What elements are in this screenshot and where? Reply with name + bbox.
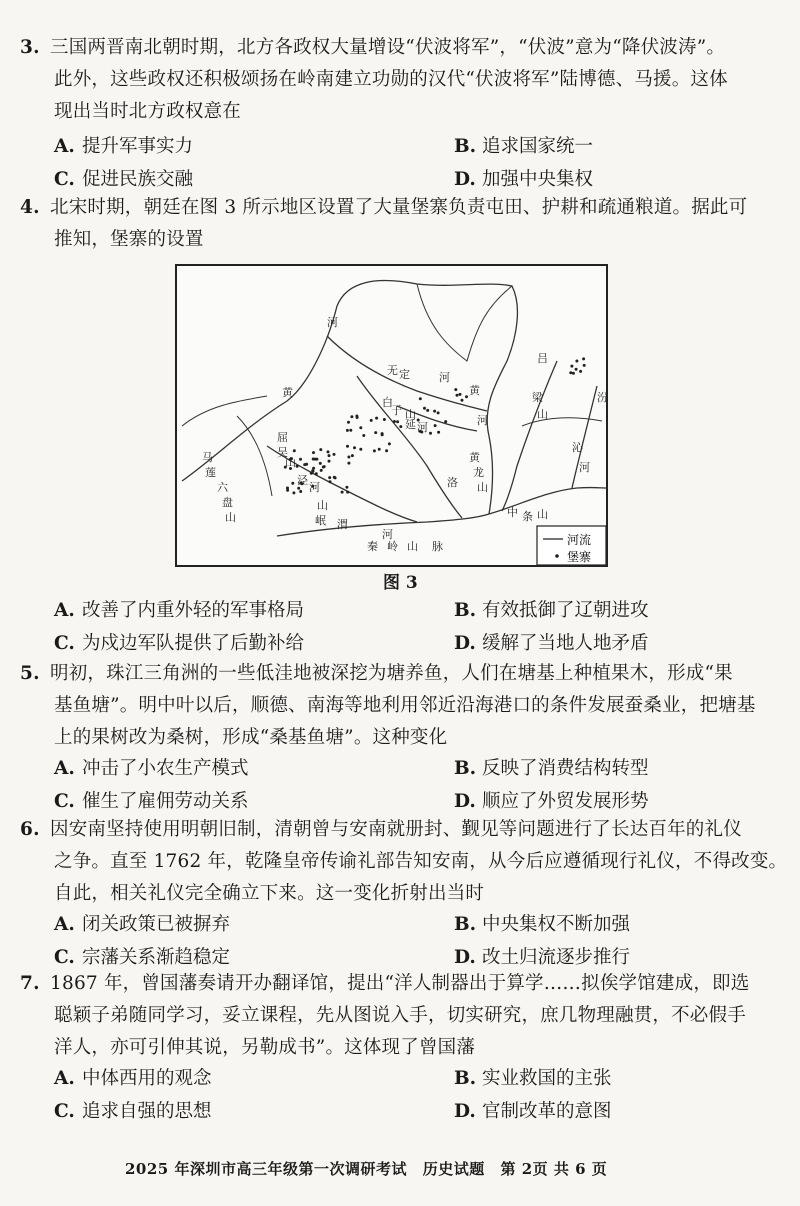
map-place-label: 河: [327, 316, 338, 329]
fort-dot: [333, 476, 336, 479]
map-place-label: 黄: [282, 386, 293, 399]
map-place-label: 河: [579, 461, 590, 474]
fort-dot: [437, 411, 440, 414]
question-text-line: 上的果树改为桑树，形成“桑基鱼塘”。这种变化: [54, 727, 448, 748]
map-place-label: 山: [405, 408, 416, 421]
option-c[interactable]: C. 催生了雇佣劳动关系: [54, 791, 249, 812]
question-text-line: 自此，相关礼仪完全确立下来。这一变化折射出当时: [54, 883, 485, 904]
map-place-label: 龙: [473, 466, 484, 479]
question-6-options: [54, 908, 774, 974]
map-place-label: 山: [407, 540, 418, 553]
footer-page-number: 第 2页 共 6 页: [500, 1160, 608, 1178]
fort-dot: [347, 456, 350, 459]
fort-dot: [374, 431, 377, 434]
fort-dot: [434, 424, 437, 427]
map-place-label: 马: [202, 451, 213, 464]
question-text-line: 基鱼塘”。明中叶以后，顺德、南海等地利用邻近沿海港口的条件发展蚕桑业，把塘基: [54, 695, 756, 716]
fort-dot: [323, 465, 326, 468]
north-boundary: [417, 284, 512, 361]
question-text-line: 推知，堡寨的设置: [54, 229, 204, 250]
fort-dot: [456, 394, 459, 397]
map-place-label: 定: [399, 368, 410, 381]
map-svg: [177, 266, 606, 565]
map-place-label: 河: [439, 371, 450, 384]
fort-dot: [454, 388, 457, 391]
option-c[interactable]: C. 追求自强的思想: [54, 1101, 212, 1122]
fort-dot: [312, 467, 315, 470]
fort-dot: [350, 415, 353, 418]
map-place-label: 白: [382, 396, 393, 409]
fort-dot: [582, 357, 585, 360]
fort-dot: [570, 365, 573, 368]
map-place-label: 汾: [597, 391, 608, 404]
option-d[interactable]: D. 官制改革的意图: [454, 1101, 612, 1122]
fort-dot: [299, 490, 302, 493]
map-place-label: 秦: [367, 540, 378, 553]
fort-dot: [429, 432, 432, 435]
question-number: 4.: [20, 197, 40, 218]
fort-dot: [293, 449, 296, 452]
map-place-label: 山: [537, 408, 548, 421]
fort-dot: [373, 449, 376, 452]
question-text-line: 1867 年，曾国藩奏请开办翻译馆，提出“洋人制器出于算学……拟俟学馆建成，即选: [50, 973, 750, 994]
fort-dot: [385, 449, 388, 452]
option-c[interactable]: C. 宗藩关系渐趋稳定: [54, 947, 231, 968]
fort-dot: [333, 453, 336, 456]
fort-dot: [346, 491, 349, 494]
fort-dot: [345, 486, 348, 489]
question-text-line: 此外，这些政权还积极颂扬在岭南建立功勋的汉代“伏波将军”陆博德、马援。这体: [54, 69, 728, 90]
luo-river: [357, 376, 462, 518]
map-place-label: 延: [405, 418, 416, 431]
fort-dot: [292, 491, 295, 494]
figure-caption: 图 3: [383, 573, 418, 593]
legend-fort-label: 堡寨: [567, 550, 592, 564]
fort-markers: [284, 357, 586, 494]
fort-dot: [569, 371, 572, 374]
map-place-label: 山: [537, 508, 548, 521]
option-a[interactable]: A. 闭关政策已被摒弃: [54, 914, 231, 935]
fort-dot: [579, 370, 582, 373]
question-number: 3.: [20, 37, 40, 58]
map-place-label: 河: [309, 481, 320, 494]
fort-dot: [347, 421, 350, 424]
fort-dot: [315, 472, 318, 475]
option-c[interactable]: C. 为戍边军队提供了后勤补给: [54, 633, 305, 654]
map-place-label: 屈: [277, 431, 288, 444]
fort-dot: [341, 491, 344, 494]
option-b[interactable]: B. 中央集权不断加强: [454, 914, 631, 935]
fort-dot: [359, 448, 362, 451]
question-4: [20, 192, 780, 256]
fort-dot: [433, 410, 436, 413]
question-text-line: 之争。直至 1762 年，乾隆皇帝传谕礼部告知安南，从今后应遵循现行礼仪，不得改变。: [54, 851, 788, 872]
fort-dot: [575, 360, 578, 363]
fort-dot: [351, 454, 354, 457]
map-place-label: 渭: [337, 518, 348, 531]
question-3: [20, 32, 780, 128]
question-7-options: [54, 1062, 774, 1128]
option-d[interactable]: D. 顺应了外贸发展形势: [454, 791, 649, 812]
fort-dot: [583, 364, 586, 367]
question-text-line: 北宋时期，朝廷在图 3 所示地区设置了大量堡寨负责屯田、护耕和疏通粮道。据此可: [50, 197, 748, 218]
question-5: [20, 658, 780, 754]
footer-subject: 历史试题: [422, 1160, 485, 1178]
question-text-line: 三国两晋南北朝时期，北方各政权大量增设“伏波将军”，“伏波”意为“降伏波涛”。: [50, 37, 726, 58]
page-footer: [125, 1158, 617, 1179]
fort-dot: [426, 409, 429, 412]
question-text-line: 明初，珠江三角洲的一些低洼地被深挖为塘养鱼，人们在塘基上种植果木，形成“果: [50, 663, 733, 684]
fort-dot: [399, 425, 402, 428]
question-number: 5.: [20, 663, 40, 684]
fort-dot: [328, 454, 331, 457]
fort-dot: [378, 448, 381, 451]
map-place-label: 山: [285, 456, 296, 469]
map-place-label: 岭: [387, 540, 398, 553]
map-place-label: 山: [317, 499, 328, 512]
fort-dot: [327, 450, 330, 453]
fort-dot: [349, 429, 352, 432]
fort-dot: [423, 407, 426, 410]
map-place-label: 吴: [277, 446, 288, 459]
fort-dot: [313, 458, 316, 461]
map-place-label: 山: [477, 481, 488, 494]
option-c[interactable]: C. 促进民族交融: [54, 169, 194, 190]
map-place-label: 中: [507, 506, 518, 519]
map-place-label: 山: [225, 511, 236, 524]
map-place-label: 岷: [315, 514, 326, 527]
option-d[interactable]: D. 加强中央集权: [454, 169, 594, 190]
map-figure-3: [175, 264, 608, 567]
map-place-label: 河: [417, 421, 428, 434]
fort-dot: [299, 458, 302, 461]
fort-dot: [383, 418, 386, 421]
map-place-label: 黄: [469, 451, 480, 464]
fort-dot: [297, 487, 300, 490]
question-text-line: 洋人，亦可引伸其说，另勒成书”。这体现了曾国藩: [54, 1037, 476, 1058]
option-a[interactable]: A. 中体西用的观念: [54, 1068, 212, 1089]
option-d[interactable]: D. 改土归流逐步推行: [454, 947, 631, 968]
fort-dot: [312, 451, 315, 454]
fort-dot: [319, 448, 322, 451]
map-place-label: 梁: [532, 391, 543, 404]
fort-dot: [291, 482, 294, 485]
fort-dot: [355, 415, 358, 418]
fort-dot: [396, 420, 399, 423]
fort-dot: [381, 433, 384, 436]
question-7: [20, 968, 780, 1064]
fort-dot: [461, 399, 464, 402]
fort-dot: [388, 442, 391, 445]
question-text-line: 因安南坚持使用明朝旧制，清朝曾与安南就册封、觐见等问题进行了长达百年的礼仪: [50, 819, 742, 840]
map-place-label: 盘: [222, 496, 233, 509]
option-b[interactable]: B. 实业救国的主张: [454, 1068, 612, 1089]
option-b[interactable]: B. 反映了消费结构转型: [454, 758, 649, 779]
map-place-label: 黄: [469, 384, 480, 397]
fort-dot: [572, 372, 575, 375]
fort-dot: [359, 426, 362, 429]
question-5-options: [54, 752, 774, 818]
map-place-label: 莲: [205, 466, 216, 479]
fort-dot: [419, 397, 422, 400]
fort-dot: [459, 393, 462, 396]
option-b[interactable]: B. 有效抵御了辽朝进攻: [454, 600, 649, 621]
fort-dot: [437, 431, 440, 434]
fort-dot: [286, 489, 289, 492]
map-place-label: 无: [387, 364, 398, 377]
legend-river-label: 河流: [567, 533, 592, 547]
map-place-label: 条: [522, 510, 533, 523]
fort-dot: [362, 434, 365, 437]
map-place-label: 六: [217, 481, 228, 494]
fort-dot: [575, 368, 578, 371]
option-a[interactable]: A. 冲击了小农生产模式: [54, 758, 249, 779]
question-text-line: 现出当时北方政权意在: [54, 101, 242, 122]
fort-dot: [347, 462, 350, 465]
fort-dot: [346, 429, 349, 432]
map-place-label: 沁: [572, 441, 583, 454]
map-place-label: 吕: [537, 352, 548, 365]
fort-dot: [465, 395, 468, 398]
map-place-label: 洛: [447, 476, 458, 489]
fort-dot: [370, 419, 373, 422]
question-4-options: [54, 594, 774, 660]
fort-dot: [320, 469, 323, 472]
fort-dot: [375, 417, 378, 420]
fort-dot: [444, 420, 447, 423]
map-place-label: 河: [382, 528, 393, 541]
fen-river: [502, 361, 557, 511]
question-number: 7.: [20, 973, 40, 994]
option-a[interactable]: A. 改善了内重外轻的军事格局: [54, 600, 305, 621]
fort-dot: [346, 445, 349, 448]
option-a[interactable]: A. 提升军事实力: [54, 136, 194, 157]
question-text-line: 聪颖子弟随同学习，妥立课程，先从图说入手，切实研究，庶几物理融贯，不必假手: [54, 1005, 746, 1026]
fort-dot: [328, 476, 331, 479]
question-3-options: [54, 130, 774, 196]
map-place-label: 泾: [297, 474, 308, 487]
fort-dot: [296, 465, 299, 468]
map-legend: [537, 526, 606, 565]
fort-dot: [303, 463, 306, 466]
map-place-label: 脉: [432, 540, 443, 553]
fort-dot: [328, 460, 331, 463]
footer-exam-title: 2025 年深圳市高三年级第一次调研考试: [125, 1160, 407, 1178]
fort-dot: [319, 462, 322, 465]
fort-dot: [393, 420, 396, 423]
option-b[interactable]: B. 追求国家统一: [454, 136, 594, 157]
map-place-label: 河: [477, 414, 488, 427]
question-6: [20, 814, 788, 910]
question-number: 6.: [20, 819, 40, 840]
map-place-label: 于: [391, 404, 402, 417]
fort-dot: [329, 480, 332, 483]
fort-dot: [353, 446, 356, 449]
option-d[interactable]: D. 缓解了当地人地矛盾: [454, 633, 649, 654]
